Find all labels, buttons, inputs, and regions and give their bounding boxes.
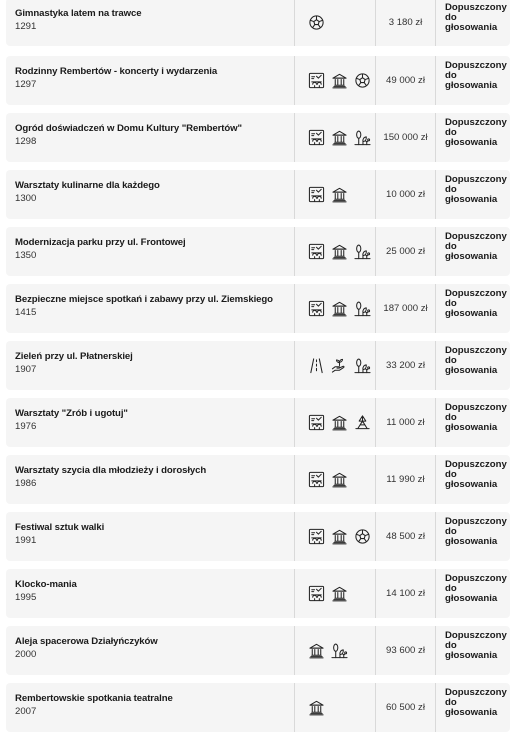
status-line: do xyxy=(445,298,457,309)
category-icons xyxy=(295,512,375,561)
project-row[interactable] xyxy=(6,455,510,504)
project-number: 1298 xyxy=(15,136,37,147)
project-row[interactable] xyxy=(6,284,510,333)
project-row[interactable] xyxy=(6,170,510,219)
project-title[interactable]: Zieleń przy ul. Płatnerskiej xyxy=(15,351,133,362)
hand-plant-icon xyxy=(330,357,348,375)
project-status xyxy=(436,626,510,675)
status-line: do xyxy=(445,412,457,423)
status-line: głosowania xyxy=(445,650,498,661)
status-line: Dopuszczony xyxy=(445,402,507,413)
project-status xyxy=(436,113,510,162)
category-icons xyxy=(295,0,375,46)
project-number: 1300 xyxy=(15,193,37,204)
nature-icon xyxy=(353,243,371,261)
status-line: do xyxy=(445,526,457,537)
status-line: głosowania xyxy=(445,536,498,547)
project-row[interactable] xyxy=(6,512,510,561)
education-icon xyxy=(307,300,325,318)
project-status xyxy=(436,170,510,219)
category-icons xyxy=(295,455,375,504)
project-status xyxy=(436,284,510,333)
project-title[interactable]: Warsztaty szycia dla młodzieży i dorosłych xyxy=(15,465,207,476)
status-line: głosowania xyxy=(445,194,498,205)
project-title[interactable]: Warsztaty kulinarne dla każdego xyxy=(15,180,160,191)
education-icon xyxy=(307,129,325,147)
project-status xyxy=(436,683,510,732)
category-icons xyxy=(295,569,375,618)
culture-icon xyxy=(330,186,348,204)
project-row[interactable] xyxy=(6,398,510,447)
nature-icon xyxy=(353,129,371,147)
project-name-cell xyxy=(6,227,294,276)
project-name-cell xyxy=(6,398,294,447)
category-icons xyxy=(295,341,375,390)
ball-icon xyxy=(353,528,371,546)
project-title[interactable]: Festiwal sztuk walki xyxy=(15,522,105,533)
status-line: głosowania xyxy=(445,593,498,604)
project-row[interactable] xyxy=(6,683,510,732)
project-cost: 33 200 zł xyxy=(386,360,425,371)
status-line: do xyxy=(445,583,457,594)
status-line: Dopuszczony xyxy=(445,573,507,584)
project-status xyxy=(436,512,510,561)
project-name-cell xyxy=(6,626,294,675)
project-title[interactable]: Modernizacja parku przy ul. Frontowej xyxy=(15,237,186,248)
category-icons xyxy=(295,113,375,162)
project-row[interactable] xyxy=(6,569,510,618)
project-status xyxy=(436,227,510,276)
culture-icon xyxy=(330,243,348,261)
status-line: do xyxy=(445,697,457,708)
status-line: głosowania xyxy=(445,80,498,91)
status-line: do xyxy=(445,640,457,651)
project-name-cell xyxy=(6,341,294,390)
project-title[interactable]: Klocko-mania xyxy=(15,579,77,590)
category-icons xyxy=(295,227,375,276)
status-line: do xyxy=(445,355,457,366)
status-line: Dopuszczony xyxy=(445,687,507,698)
education-icon xyxy=(307,414,325,432)
education-icon xyxy=(307,471,325,489)
project-cost: 150 000 zł xyxy=(383,132,428,143)
project-cost: 11 990 zł xyxy=(386,474,425,485)
status-line: do xyxy=(445,241,457,252)
project-number: 1907 xyxy=(15,364,37,375)
project-name-cell xyxy=(6,683,294,732)
status-line: głosowania xyxy=(445,251,498,262)
culture-icon xyxy=(330,72,348,90)
status-line: do xyxy=(445,127,457,138)
project-cost: 10 000 zł xyxy=(386,189,425,200)
project-name-cell xyxy=(6,455,294,504)
project-cost: 93 600 zł xyxy=(386,645,425,656)
education-icon xyxy=(307,585,325,603)
culture-icon xyxy=(330,414,348,432)
project-status xyxy=(436,569,510,618)
project-title[interactable]: Warsztaty "Zrób i ugotuj" xyxy=(15,408,128,419)
project-number: 2007 xyxy=(15,706,37,717)
project-cost: 25 000 zł xyxy=(386,246,425,257)
status-line: głosowania xyxy=(445,707,498,718)
category-icons xyxy=(295,284,375,333)
culture-icon xyxy=(330,585,348,603)
project-name-cell xyxy=(6,284,294,333)
project-name-cell xyxy=(6,170,294,219)
status-line: Dopuszczony xyxy=(445,516,507,527)
project-title[interactable]: Aleja spacerowa Działyńczyków xyxy=(15,636,158,647)
category-icons xyxy=(295,170,375,219)
status-line: Dopuszczony xyxy=(445,630,507,641)
status-line: do xyxy=(445,184,457,195)
project-row[interactable] xyxy=(6,113,510,162)
status-line: Dopuszczony xyxy=(445,117,507,128)
project-cost: 11 000 zł xyxy=(386,417,425,428)
culture-icon xyxy=(307,699,325,717)
project-cost: 48 500 zł xyxy=(386,531,425,542)
project-title[interactable]: Gimnastyka latem na trawce xyxy=(15,8,142,19)
project-number: 1976 xyxy=(15,421,37,432)
education-icon xyxy=(307,528,325,546)
status-line: głosowania xyxy=(445,479,498,490)
project-status xyxy=(436,0,510,46)
culture-icon xyxy=(330,129,348,147)
project-cost: 14 100 zł xyxy=(386,588,425,599)
status-line: głosowania xyxy=(445,137,498,148)
project-cost: 3 180 zł xyxy=(388,16,423,28)
ball-icon xyxy=(353,72,371,90)
status-line: głosowania xyxy=(445,22,498,33)
project-status xyxy=(436,398,510,447)
status-line: Dopuszczony xyxy=(445,288,507,299)
nature-icon xyxy=(330,642,348,660)
project-title[interactable]: Bezpieczne miejsce spotkań i zabawy przy ul. Ziemskiego xyxy=(15,294,273,305)
culture-icon xyxy=(307,642,325,660)
status-line: do xyxy=(445,12,457,23)
status-line: Dopuszczony xyxy=(445,2,507,13)
status-line: Dopuszczony xyxy=(445,174,507,185)
project-number: 1986 xyxy=(15,478,37,489)
project-row[interactable] xyxy=(6,56,510,105)
community-icon xyxy=(353,414,371,432)
culture-icon xyxy=(330,471,348,489)
project-cost: 60 500 zł xyxy=(386,702,425,713)
status-line: Dopuszczony xyxy=(445,345,507,356)
status-line: do xyxy=(445,469,457,480)
nature-icon xyxy=(353,357,371,375)
status-line: Dopuszczony xyxy=(445,60,507,71)
road-icon xyxy=(307,357,325,375)
project-row[interactable] xyxy=(6,227,510,276)
category-icons xyxy=(295,56,375,105)
status-line: głosowania xyxy=(445,422,498,433)
project-name-cell xyxy=(6,512,294,561)
project-title[interactable]: Rembertowskie spotkania teatralne xyxy=(15,693,173,704)
project-row[interactable] xyxy=(6,0,510,46)
category-icons xyxy=(295,626,375,675)
education-icon xyxy=(307,243,325,261)
project-row[interactable] xyxy=(6,341,510,390)
project-number: 1991 xyxy=(15,535,37,546)
project-row[interactable] xyxy=(6,626,510,675)
ball-icon xyxy=(307,13,325,31)
project-number: 1995 xyxy=(15,592,37,603)
project-status xyxy=(436,341,510,390)
project-number: 1291 xyxy=(15,21,37,32)
project-name-cell xyxy=(6,0,294,46)
project-number: 1297 xyxy=(15,79,37,90)
education-icon xyxy=(307,72,325,90)
project-name-cell xyxy=(6,569,294,618)
culture-icon xyxy=(330,300,348,318)
culture-icon xyxy=(330,528,348,546)
project-title[interactable]: Rodzinny Rembertów - koncerty i wydarzenia xyxy=(15,66,218,77)
project-number: 2000 xyxy=(15,649,37,660)
status-line: głosowania xyxy=(445,365,498,376)
project-name-cell xyxy=(6,56,294,105)
status-line: głosowania xyxy=(445,308,498,319)
nature-icon xyxy=(353,300,371,318)
project-title[interactable]: Ogród doświadczeń w Domu Kultury "Rembertów" xyxy=(15,123,242,134)
project-status xyxy=(436,455,510,504)
status-line: Dopuszczony xyxy=(445,231,507,242)
project-cost: 49 000 zł xyxy=(386,75,425,86)
education-icon xyxy=(307,186,325,204)
project-name-cell xyxy=(6,113,294,162)
project-status xyxy=(436,56,510,105)
project-number: 1415 xyxy=(15,307,37,318)
category-icons xyxy=(295,398,375,447)
status-line: do xyxy=(445,70,457,81)
project-number: 1350 xyxy=(15,250,37,261)
project-cost: 187 000 zł xyxy=(383,303,428,314)
category-icons xyxy=(295,683,375,732)
status-line: Dopuszczony xyxy=(445,459,507,470)
